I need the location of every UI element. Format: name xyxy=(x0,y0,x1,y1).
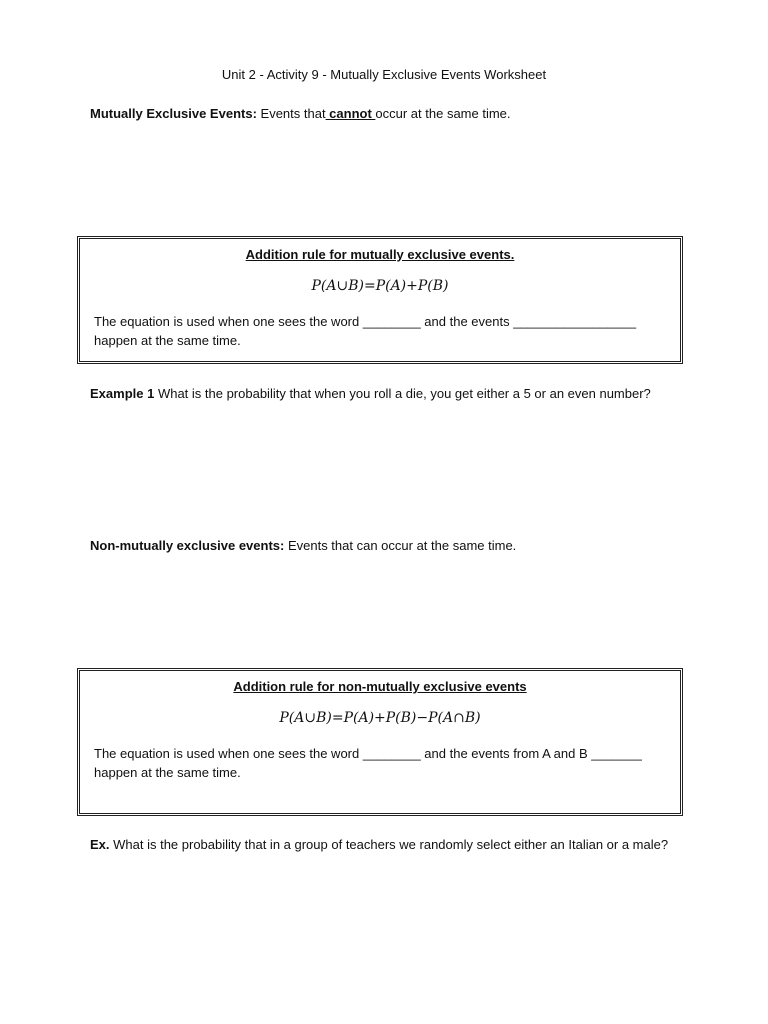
addition-rule-box-non-mutually-exclusive xyxy=(77,668,683,816)
definition-keyword: cannot xyxy=(325,106,376,121)
example-1 xyxy=(90,384,680,403)
box-formula: P(A∪B)=P(A)+P(B) xyxy=(311,278,449,294)
example-question: What is the probability that in a group of teachers we randomly select either an Italian or a male? xyxy=(109,837,669,852)
box-text: The equation is used when one sees the word ________ and the events _________________ happen at the same time. xyxy=(94,314,637,348)
definition-text: Events that can occur at the same time. xyxy=(284,538,517,553)
box-heading: Addition rule for non-mutually exclusive events xyxy=(233,679,527,694)
box-formula: P(A∪B)=P(A)+P(B)−P(A∩B) xyxy=(279,710,481,726)
example-label: Ex. xyxy=(90,837,110,852)
definition-text-post: occur at the same time. xyxy=(375,106,511,121)
definition-term: Non-mutually exclusive events: xyxy=(90,538,285,553)
example-label: Example 1 xyxy=(90,386,155,401)
box-heading: Addition rule for mutually exclusive events. xyxy=(245,247,515,262)
box-text: The equation is used when one sees the word ________ and the events from A and B _______ happen at the same time. xyxy=(94,746,642,780)
definition-mutually-exclusive xyxy=(90,104,680,123)
worksheet-title: Unit 2 - Activity 9 - Mutually Exclusive Events Worksheet xyxy=(221,67,547,82)
example-question: What is the probability that when you roll a die, you get either a 5 or an even number? xyxy=(154,386,651,401)
definition-non-mutually-exclusive xyxy=(90,536,680,555)
addition-rule-box-mutually-exclusive xyxy=(77,236,683,364)
definition-term: Mutually Exclusive Events: xyxy=(90,106,257,121)
definition-text-pre: Events that xyxy=(256,106,326,121)
example-2 xyxy=(90,835,680,854)
